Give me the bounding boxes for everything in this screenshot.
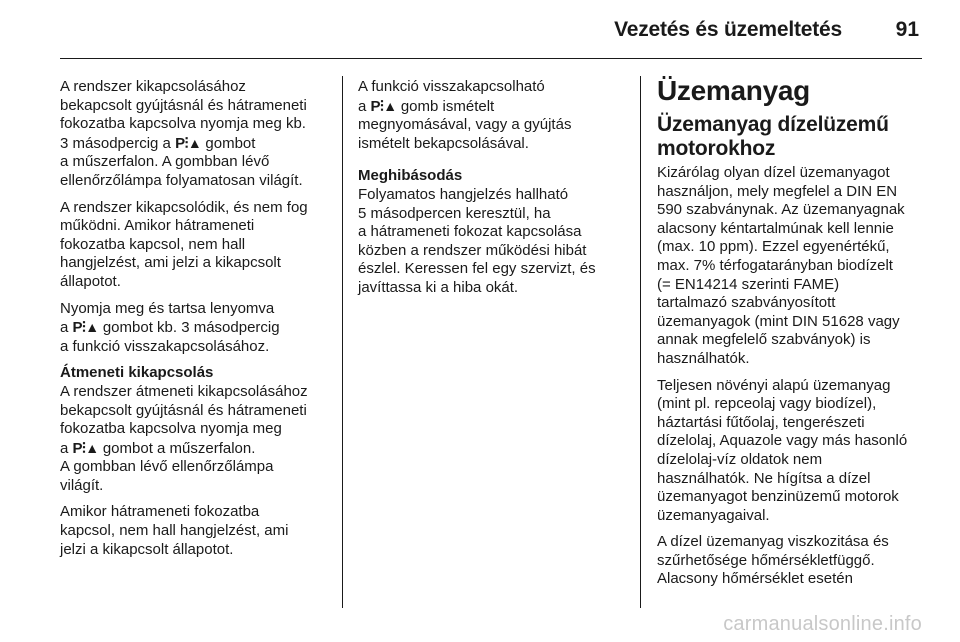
text-line: fokozatba kapcsolva nyomja meg kb.: [60, 115, 306, 133]
text-line: működni. Amikor hátrameneti: [60, 217, 255, 235]
park-pilot-icon: P⫶▲: [175, 134, 202, 152]
text-line: A rendszer kikapcsolódik, és nem fog: [60, 198, 308, 216]
paragraph: [60, 199, 335, 292]
header-title: Vezetés és üzemeltetés: [614, 18, 842, 41]
page-number: 91: [895, 18, 919, 41]
text-line: (mint pl. repceolaj vagy biodízel),: [657, 395, 877, 413]
text-fragment: gombot a műszerfalon.: [102, 439, 256, 457]
heading-line: motorokhoz: [657, 137, 776, 160]
park-pilot-icon: P⫶▲: [370, 97, 397, 115]
paragraph: [60, 78, 335, 191]
watermark: carmanualsonline.info: [723, 613, 922, 635]
text-line: [60, 134, 335, 154]
text-line: [60, 318, 335, 338]
text-line: A rendszer átmeneti kikapcsolásához: [60, 382, 308, 400]
text-line: 5 másodpercen keresztül, ha: [358, 204, 551, 222]
text-line: világít.: [60, 476, 104, 494]
text-line: használhatók. Ne hígítsa a dízel: [657, 469, 871, 487]
text-line: (max. 10 ppm). Ezzel egyenértékű,: [657, 238, 890, 256]
subheading: Átmeneti kikapcsolás: [60, 364, 214, 382]
text-line: üzemanyagaival.: [657, 506, 770, 524]
text-line: alacsony kéntartalmúnak kell lennie: [657, 219, 894, 237]
text-fragment: gombot kb. 3 másodpercig: [102, 319, 280, 337]
text-line: A gombban lévő ellenőrzőlámpa: [60, 458, 274, 476]
text-line: (= EN14214 szerinti FAME): [657, 275, 840, 293]
text-line: használhatók.: [657, 349, 750, 367]
text-line: dízelolaj, Aquazole vagy más hasonló: [657, 432, 908, 450]
section-heading: Üzemanyag: [657, 75, 810, 106]
text-line: javíttassa ki a hiba okát.: [358, 278, 519, 296]
text-line: Teljesen növényi alapú üzemanyag: [657, 376, 891, 394]
text-line: kapcsol, nem hall hangjelzést, ami: [60, 522, 289, 540]
text-line: jelzi a kikapcsolt állapotot.: [60, 540, 234, 558]
text-line: Amikor hátrameneti fokozatba: [60, 503, 260, 521]
text-line: háztartási fűtőolaj, tengerészeti: [657, 413, 865, 431]
text-line: ellenőrzőlámpa folyamatosan világít.: [60, 171, 303, 189]
text-fragment: a: [60, 439, 69, 457]
text-fragment: gomb ismételt: [400, 97, 495, 115]
text-line: megnyomásával, vagy a gyújtás: [358, 116, 572, 134]
park-pilot-icon: P⫶▲: [72, 439, 99, 457]
paragraph: [657, 164, 922, 369]
text-line: A dízel üzemanyag viszkozitása és: [657, 533, 889, 551]
text-line: a műszerfalon. A gombban lévő: [60, 153, 270, 171]
column-2: [358, 78, 630, 306]
text-line: állapotot.: [60, 272, 121, 290]
section: [358, 167, 630, 297]
header-rule: [60, 58, 922, 59]
paragraph: [358, 78, 630, 153]
park-pilot-icon: P⫶▲: [72, 319, 99, 337]
text-line: bekapcsolt gyújtásnál és hátrameneti: [60, 96, 307, 114]
text-line: A funkció visszakapcsolható: [358, 78, 545, 95]
text-line: tartalmazó szabványosított: [657, 294, 836, 312]
section: [60, 364, 335, 495]
column-3: [657, 75, 922, 597]
text-line: max. 7% térfogatarányban biodízelt: [657, 256, 893, 274]
text-fragment: gombot: [205, 134, 256, 152]
text-line: Folyamatos hangjelzés hallható: [358, 185, 569, 203]
column-1: [60, 78, 335, 567]
text-line: annak megfelelő szabványok) is: [657, 331, 871, 349]
paragraph: [60, 300, 335, 357]
paragraph: [60, 503, 335, 559]
text-line: 590 szabványnak. Az üzemanyagnak: [657, 201, 905, 219]
text-fragment: 3 másodpercig a: [60, 134, 171, 152]
paragraph: [657, 533, 922, 589]
text-line: A rendszer kikapcsolásához: [60, 78, 246, 95]
text-line: szűrhetősége hőmérsékletfüggő.: [657, 551, 875, 569]
heading-line: Üzemanyag dízelüzemű: [657, 113, 889, 136]
column-divider-2: [640, 76, 641, 608]
text-line: használjon, mely megfelel a DIN EN: [657, 182, 898, 200]
text-line: a funkció visszakapcsolásához.: [60, 337, 270, 355]
text-line: Alacsony hőmérséklet esetén: [657, 570, 853, 588]
text-line: bekapcsolt gyújtásnál és hátrameneti: [60, 401, 307, 419]
text-line: fokozatba kapcsolva nyomja meg: [60, 420, 282, 438]
page-header: [0, 0, 960, 60]
subsection-heading: [657, 113, 922, 161]
text-line: üzemanyagot benzinüzemű motorok: [657, 488, 899, 506]
text-line: [358, 97, 630, 117]
text-fragment: a: [60, 319, 69, 337]
text-line: Nyomja meg és tartsa lenyomva: [60, 299, 275, 317]
text-line: fokozatba kapcsol, nem hall: [60, 235, 246, 253]
subheading: Meghibásodás: [358, 167, 463, 185]
text-line: hangjelzést, ami jelzi a kikapcsolt: [60, 254, 281, 272]
text-line: Kizárólag olyan dízel üzemanyagot: [657, 164, 890, 181]
text-line: [60, 439, 335, 459]
text-line: üzemanyagok (mint DIN 51628 vagy: [657, 312, 900, 330]
paragraph: [657, 377, 922, 526]
text-line: a hátrameneti fokozat kapcsolása: [358, 223, 582, 241]
column-divider-1: [342, 76, 343, 608]
text-line: dízelolaj-víz oldatok nem: [657, 450, 823, 468]
text-fragment: a: [358, 97, 367, 115]
text-line: ismételt bekapcsolásával.: [358, 134, 529, 152]
text-line: közben a rendszer működési hibát: [358, 241, 587, 259]
text-line: észlel. Keressen fel egy szervizt, és: [358, 260, 596, 278]
